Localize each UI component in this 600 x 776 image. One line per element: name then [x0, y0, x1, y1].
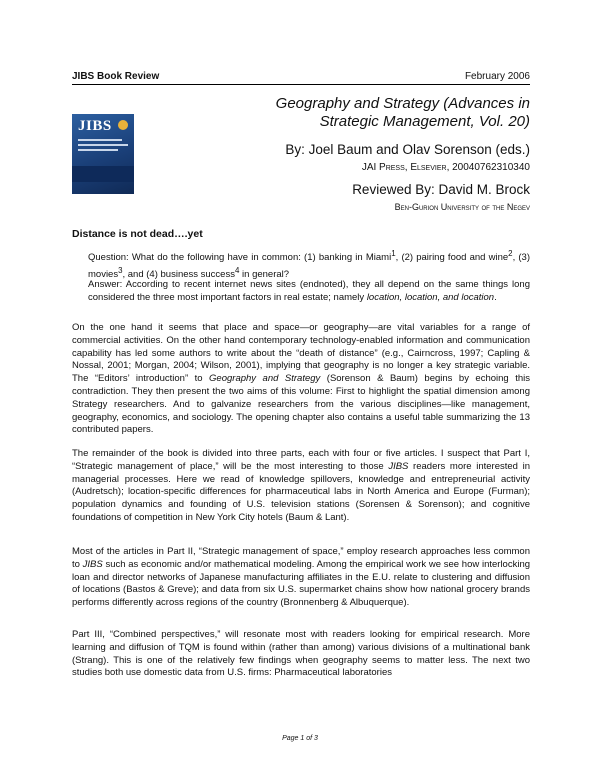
- cover-text-line: [78, 149, 118, 151]
- header-rule: [72, 84, 530, 85]
- cover-band: [72, 166, 134, 182]
- book-title: Geography and Strategy (Advances in Strategic Management, Vol. 20): [275, 95, 530, 130]
- page-footer: Page 1 of 3: [282, 735, 318, 742]
- book-cover-image: [72, 114, 134, 194]
- book-authors: By: Joel Baum and Olav Sorenson (eds.): [285, 142, 530, 157]
- body-paragraph-4: Part III, “Combined perspectives,” will resonate most with readers looking for empirical research. More learning and diffusion of TQM is found within (rather than among) various divisions of a multinational bank (Strang). This is one of the relatively few findings when geography seems to matter less. The next two studies both use domestic data from U.S. firms: Pharmaceutical laboratories: [72, 629, 530, 679]
- cover-emblem: [118, 120, 128, 130]
- issue-date: February 2006: [464, 71, 530, 82]
- journal-label: JIBS Book Review: [72, 71, 160, 82]
- body-paragraph-1: On the one hand it seems that place and space—or geography—are vital variables for a range of commercial activities. On the other hand contemporary technology-enabled information and communication capability has led some authors to write about the “death of distance” (e.g., Cairncross, 1997; Capling & Nossal, 2001; Morgan, 2004; Wilson, 2001), implying that geography is no longer a key strategic variable. The “Editors’ introduction” to Geography and Strategy (Sorenson & Baum) begins by echoing this contradiction. They then present the two aims of this volume: First to highlight the spatial dimension among Strategy researchers. And to galvanize researchers from the various disciplines—like management, geography, economics, and sociology. The opening chapter also contains a useful table summarizing the 13 contributed papers.: [72, 322, 530, 436]
- question-paragraph: Question: What do the following have in common: (1) banking in Miami$^1$, (2) pairing food and wine$^2$, (3) movies$^3$, and (4) business success$^4$ in general?: [88, 249, 531, 281]
- body-paragraph-3: Most of the articles in Part II, “Strategic management of space,” employ research approaches less common to JIBS such as economic and/or mathematical modeling. Among the empirical work we see how interlocking loan and director networks of Japanese manufacturing affiliates in the E.U. relate to clustering and diffusion of locations (Bastos & Greve); and data from six U.S. supermarket chains show how national grocery brands performs differently across regions of the country (Bronnenberg & Albuquerque).: [72, 546, 531, 609]
- publisher-info: JAI Press, Elsevier, 20040762310340: [361, 162, 530, 173]
- body-paragraph-2: The remainder of the book is divided into three parts, each with four or five articles. I suspect that Part I, “Strategic management of place,” will be the most interesting to those JIBS readers more interested in managerial processes. Here we read of knowledge spillovers, knowledge and entrepreneurial activity (Audretsch); location-specific differences for pharmaceutical labs in North America and Europe (Furman); population dynamics and founding of U.S. television stations (Sorensen & Sorenson); and cognitive foundations of competition in New York City hotels (Baum & Lant).: [72, 448, 530, 523]
- cover-title: JIBS: [78, 118, 112, 134]
- answer-paragraph: Answer: According to recent internet news sites (endnoted), they all depend on the same things long considered the three most important factors in real estate; namely location, location, and location.: [88, 279, 530, 303]
- cover-text-line: [78, 139, 122, 141]
- reviewer-name: Reviewed By: David M. Brock: [352, 182, 530, 197]
- cover-text-line: [78, 144, 128, 146]
- reviewer-affiliation: Ben-Gurion University of the Negev: [394, 202, 530, 212]
- section-heading: Distance is not dead….yet: [72, 228, 203, 240]
- page-header: [72, 71, 530, 83]
